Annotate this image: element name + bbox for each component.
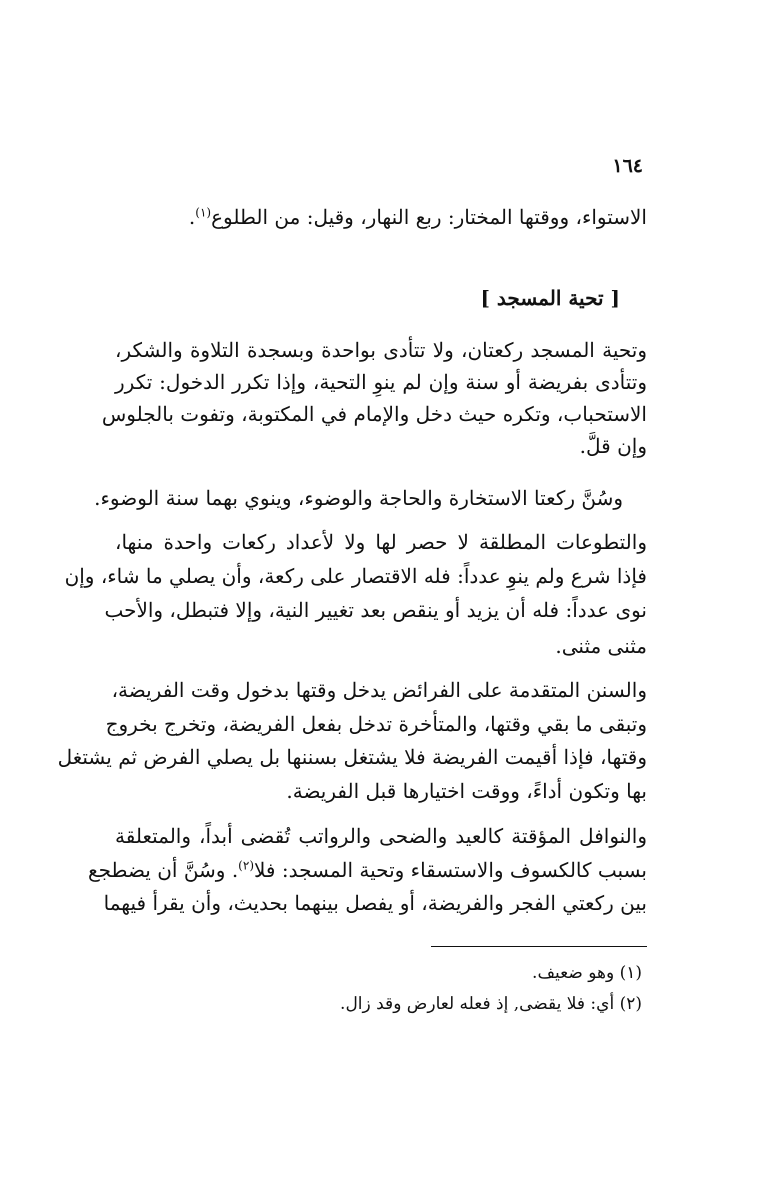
paragraph-1-line-3: الاستحباب، وتكره حيث دخل والإمام في المكتوبة، وتفوت بالجلوس [101, 402, 647, 426]
footnote-separator [431, 946, 647, 947]
paragraph-3-line-2: فإذا شرع ولم ينوِ عدداً: فله الاقتصار على ركعة، وأن يصلي ما شاء، وإن [64, 564, 647, 588]
paragraph-5-line-1: والنوافل المؤقتة كالعيد والضحى والرواتب تُقضى أبداً، والمتعلقة [115, 824, 647, 848]
paragraph-5-line-3: بين ركعتي الفجر والفريضة، أو يفصل بينهما بحديث، وأن يقرأ فيهما [103, 891, 647, 915]
paragraph-5-line-2-after: . وسُنَّ أن يضطجع [87, 858, 239, 882]
section-heading: [ تحية المسجد ] [480, 286, 620, 310]
footnote-1: (١) وهو ضعيف. [532, 963, 642, 983]
page-number: ١٦٤ [612, 155, 643, 177]
paragraph-1-line-4: وإن قلَّ. [579, 434, 647, 458]
paragraph-2-line-1: وسُنَّ ركعتا الاستخارة والحاجة والوضوء، وينوي بهما سنة الوضوء. [94, 486, 623, 510]
paragraph-4-line-2: وتبقى ما بقي وقتها، والمتأخرة تدخل بفعل الفريضة، وتخرج بخروج [105, 712, 647, 736]
paragraph-5-line-2-text: بسبب كالكسوف والاستسقاء وتحية المسجد: فلا [254, 858, 647, 882]
text-line-top [115, 201, 647, 233]
paragraph-3-line-3: نوى عدداً: فله أن يزيد أو ينقص بعد تغيير النية، وإلا فتبطل، والأحب [104, 598, 647, 622]
paragraph-4-line-4: بها وتكون أداءً، ووقت اختيارها قبل الفريضة. [286, 779, 647, 803]
footnote-ref-1: (١) [195, 205, 212, 220]
paragraph-1-line-2: وتتأدى بفريضة أو سنة وإن لم ينوِ التحية، وإذا تكرر الدخول: تكرر [115, 370, 647, 394]
top-line-text: الاستواء، ووقتها المختار: ربع النهار، وقيل: من الطلوع [211, 205, 647, 229]
footnote-2: (٢) أي: فلا يقضى, إذ فعله لعارض وقد زال. [340, 994, 642, 1014]
paragraph-5-line-2 [87, 854, 647, 886]
top-line-end: . [188, 205, 196, 229]
footnote-ref-2: (٢) [238, 858, 254, 873]
paragraph-3-line-1: والتطوعات المطلقة لا حصر لها ولا لأعداد ركعات واحدة منها، [115, 530, 647, 554]
paragraph-4-line-3: وقتها، فإذا أقيمت الفريضة فلا يشتغل بسننها بل يصلي الفرض ثم يشتغل [57, 745, 647, 769]
paragraph-4-line-1: والسنن المتقدمة على الفرائض يدخل وقتها بدخول وقت الفريضة، [111, 678, 647, 702]
paragraph-3-line-4: مثنى مثنى. [555, 634, 647, 658]
paragraph-1-line-1: وتحية المسجد ركعتان، ولا تتأدى بواحدة وبسجدة التلاوة والشكر، [115, 338, 647, 362]
